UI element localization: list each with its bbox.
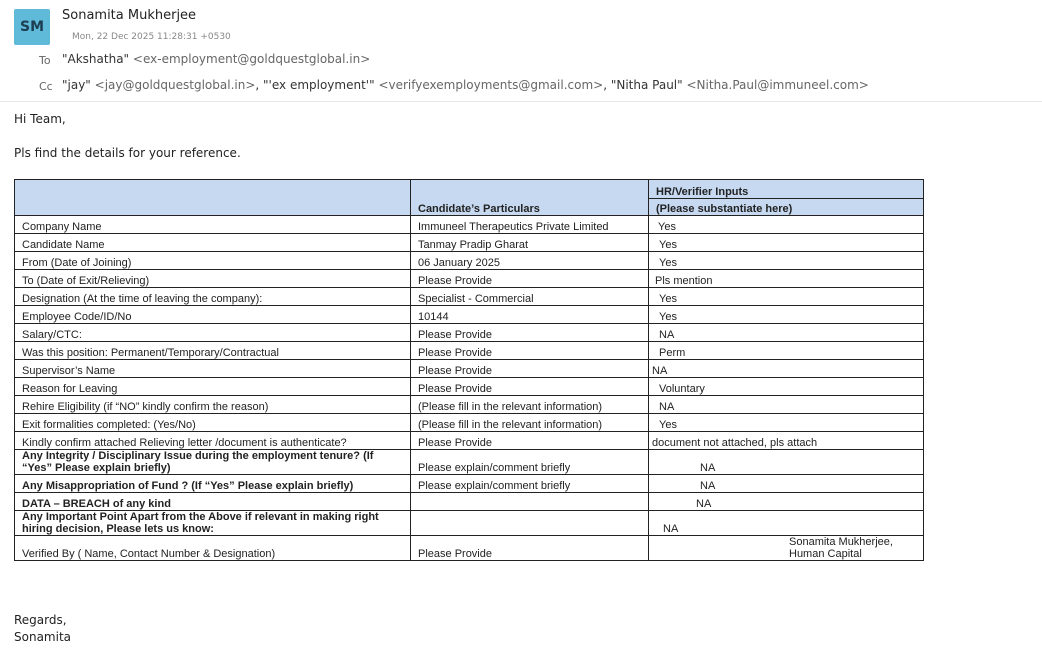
table-row [15,475,924,493]
verifier-cell: NA [649,493,924,511]
verifier-cell: Yes [649,234,924,252]
candidate-cell: Please Provide [411,324,649,342]
to-name[interactable]: "Akshatha" [62,52,130,66]
field-cell: Verified By ( Name, Contact Number & Designation) [15,536,411,561]
to-label: To [39,54,51,67]
candidate-cell: Please Provide [411,432,649,450]
table-row [15,414,924,432]
signature [14,612,71,646]
verifier-cell: Sonamita Mukherjee, Human Capital [649,536,924,561]
candidate-cell: Please Provide [411,378,649,396]
cc-label: Cc [39,80,53,93]
candidate-cell: 10144 [411,306,649,324]
table-row [15,288,924,306]
cc-separator: , [255,78,264,92]
table-row [15,432,924,450]
table-row [15,493,924,511]
signature-name: Sonamita [14,630,71,644]
cc-address[interactable]: <verifyexemployments@gmail.com> [378,78,604,92]
table-row [15,378,924,396]
candidate-cell: Tanmay Pradip Gharat [411,234,649,252]
candidate-cell: Specialist - Commercial [411,288,649,306]
cc-address[interactable]: <Nitha.Paul@immuneel.com> [686,78,869,92]
candidate-cell: Please Provide [411,342,649,360]
field-cell: From (Date of Joining) [15,252,411,270]
verifier-cell: Yes [649,414,924,432]
candidate-cell: (Please fill in the relevant information) [411,396,649,414]
to-recipient[interactable] [62,52,370,66]
cc-name[interactable]: "Nitha Paul" [610,78,683,92]
candidate-cell: (Please fill in the relevant information) [411,414,649,432]
verifier-cell: Yes [649,306,924,324]
field-cell: Employee Code/ID/No [15,306,411,324]
sender-name[interactable]: Sonamita Mukherjee [62,8,197,23]
candidate-cell: 06 January 2025 [411,252,649,270]
header-divider [0,101,1042,102]
field-cell: Supervisor’s Name [15,360,411,378]
candidate-cell [411,493,649,511]
regards-line: Regards, [14,613,67,627]
intro-text: Pls find the details for your reference. [14,146,241,160]
table-row [15,306,924,324]
table-row [15,342,924,360]
table-row [15,216,924,234]
candidate-cell: Please explain/comment briefly [411,475,649,493]
table-row [15,252,924,270]
cc-name[interactable]: "jay" [62,78,91,92]
table-row [15,270,924,288]
greeting: Hi Team, [14,112,66,126]
sender-avatar: SM [14,9,50,45]
candidate-cell: Please Provide [411,360,649,378]
cc-separator: , [603,78,611,92]
candidate-cell: Immuneel Therapeutics Private Limited [411,216,649,234]
cc-recipient[interactable] [62,78,255,92]
field-cell: Company Name [15,216,411,234]
verifier-cell: document not attached, pls attach [649,432,924,450]
field-cell: To (Date of Exit/Relieving) [15,270,411,288]
to-address[interactable]: <ex-employment@goldquestglobal.in> [132,52,371,66]
candidate-cell [411,511,649,536]
table-header-row [15,180,924,216]
field-cell: Rehire Eligibility (if “NO” kindly confirm the reason) [15,396,411,414]
verifier-cell: Voluntary [649,378,924,396]
verifier-header-line1: HR/Verifier Inputs [649,180,923,199]
table-row [15,511,924,536]
field-cell: Was this position: Permanent/Temporary/Contractual [15,342,411,360]
verifier-column-header [649,180,924,216]
verifier-cell: Yes [649,216,924,234]
verifier-cell: NA [649,475,924,493]
cc-recipient[interactable] [263,78,603,92]
verifier-cell: Pls mention [649,270,924,288]
field-cell: Any Important Point Apart from the Above if relevant in making right hiring decision, Please lets us know: [15,511,411,536]
cc-recipient[interactable] [611,78,869,92]
verifier-cell: NA [649,324,924,342]
verifier-cell: NA [649,396,924,414]
field-cell: Reason for Leaving [15,378,411,396]
verifier-cell: NA [649,360,924,378]
candidate-cell: Please Provide [411,536,649,561]
candidate-cell: Please Provide [411,270,649,288]
cc-recipients [62,78,869,92]
table-row [15,324,924,342]
verifier-cell: Yes [649,252,924,270]
verifier-header-line2: (Please substantiate here) [656,203,793,215]
header-blank-cell [15,180,411,216]
candidate-cell: Please explain/comment briefly [411,450,649,475]
field-cell: Any Integrity / Disciplinary Issue during the employment tenure? (If “Yes” Please explain briefly) [15,450,411,475]
table-row [15,536,924,561]
field-cell: Candidate Name [15,234,411,252]
verifier-cell: Perm [649,342,924,360]
field-cell: Any Misappropriation of Fund ? (If “Yes” Please explain briefly) [15,475,411,493]
field-cell: Kindly confirm attached Relieving letter /document is authenticate? [15,432,411,450]
field-cell: Designation (At the time of leaving the company): [15,288,411,306]
table-row [15,450,924,475]
cc-name[interactable]: "'ex employment'" [263,78,375,92]
table-row [15,360,924,378]
verifier-cell: Yes [649,288,924,306]
field-cell: Salary/CTC: [15,324,411,342]
table-row [15,396,924,414]
table-row [15,234,924,252]
field-cell: DATA – BREACH of any kind [15,493,411,511]
candidate-column-header: Candidate’s Particulars [411,180,649,216]
field-cell: Exit formalities completed: (Yes/No) [15,414,411,432]
verification-table [14,179,924,561]
verifier-cell: NA [649,511,924,536]
cc-address[interactable]: <jay@goldquestglobal.in> [94,78,256,92]
email-date: Mon, 22 Dec 2025 11:28:31 +0530 [72,32,231,42]
verifier-cell: NA [649,450,924,475]
